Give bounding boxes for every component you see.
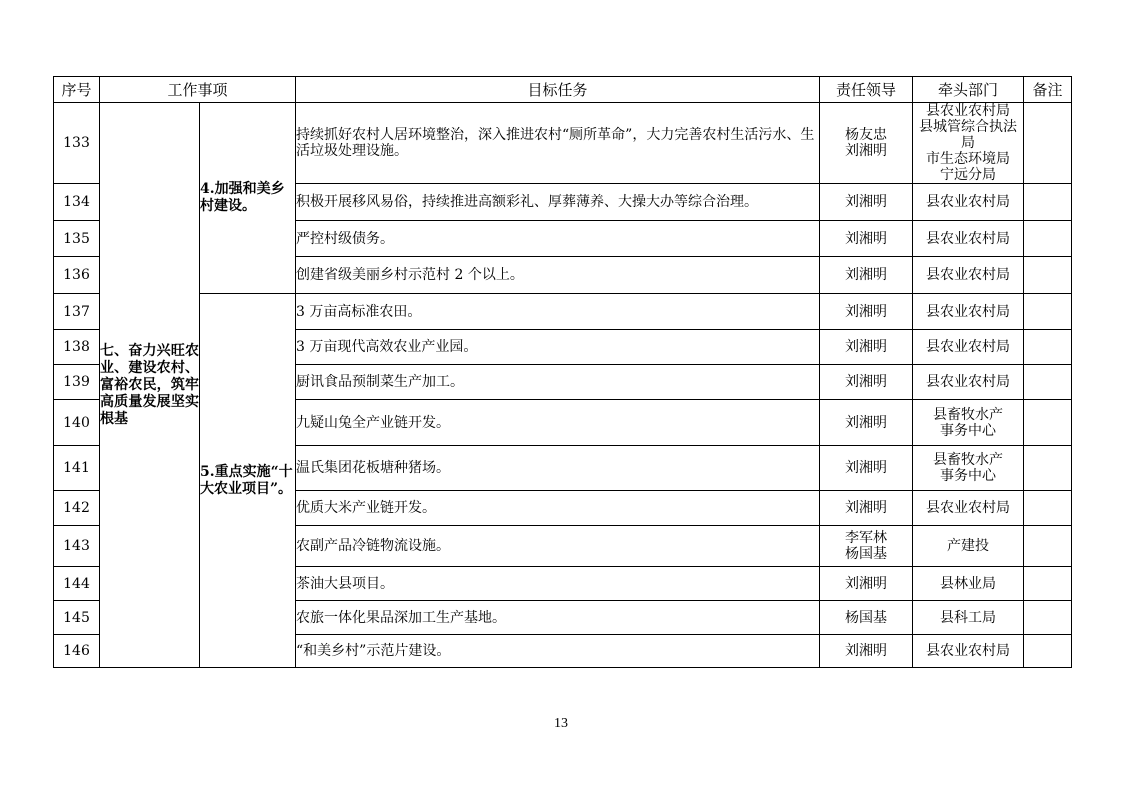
leader-cell (820, 400, 913, 446)
leader-name: 刘湘明 (845, 460, 888, 476)
dept-name: 县林业局 (940, 575, 997, 592)
leader-name: 刘湘明 (845, 414, 888, 431)
task-cell: 农副产品冷链物流设施。 (296, 526, 820, 567)
note-cell (1024, 365, 1072, 400)
dept-cell (913, 184, 1024, 221)
dept-name: 县畜牧水产 (933, 406, 1004, 423)
dept-name: 县农业农村局 (926, 643, 1011, 659)
dept-name: 县农业农村局 (926, 103, 1011, 119)
leader-name: 杨国基 (845, 546, 888, 562)
row-number: 138 (54, 330, 100, 365)
note-cell (1024, 184, 1072, 221)
dept-cell (913, 446, 1024, 491)
row-number: 142 (54, 491, 100, 526)
dept-name: 县农业农村局 (926, 267, 1011, 283)
leader-cell (820, 103, 913, 184)
table-row (54, 103, 1072, 184)
leader-cell (820, 221, 913, 257)
leader-cell (820, 294, 913, 330)
header-no: 序号 (54, 77, 100, 103)
work-items-table (53, 76, 1072, 668)
row-number: 139 (54, 365, 100, 400)
leader-name: 杨国基 (845, 609, 888, 626)
row-number: 146 (54, 635, 100, 668)
dept-name: 县农业农村局 (926, 339, 1011, 355)
dept-name: 县城管综合执法局 (919, 119, 1018, 151)
dept-name: 市生态环境局 (926, 151, 1011, 167)
dept-cell (913, 330, 1024, 365)
note-cell (1024, 221, 1072, 257)
task-cell: 创建省级美丽乡村示范村 2 个以上。 (296, 257, 820, 294)
task-cell: 茶油大县项目。 (296, 567, 820, 601)
row-number: 137 (54, 294, 100, 330)
dept-cell (913, 601, 1024, 635)
leader-cell (820, 330, 913, 365)
row-number: 140 (54, 400, 100, 446)
note-cell (1024, 491, 1072, 526)
leader-name: 杨友忠 (845, 127, 888, 143)
table-header-row (54, 77, 1072, 103)
dept-name: 县畜牧水产 (933, 452, 1004, 468)
leader-cell (820, 601, 913, 635)
dept-cell (913, 635, 1024, 668)
task-cell: 持续抓好农村人居环境整治，深入推进农村“厕所革命”，大力完善农村生活污水、生活垃圾处理设施。 (296, 103, 820, 184)
task-cell: 厨讯食品预制菜生产加工。 (296, 365, 820, 400)
leader-name: 刘湘明 (845, 303, 888, 320)
task-cell: 3 万亩现代高效农业产业园。 (296, 330, 820, 365)
dept-cell (913, 567, 1024, 601)
dept-cell (913, 294, 1024, 330)
note-cell (1024, 446, 1072, 491)
dept-name: 宁远分局 (940, 167, 997, 183)
dept-cell (913, 526, 1024, 567)
dept-name: 县科工局 (940, 609, 997, 626)
note-cell (1024, 103, 1072, 184)
dept-name: 产建投 (947, 538, 990, 554)
subcategory-cell: 4.加强和美乡村建设。 (200, 103, 296, 294)
subcategory-cell: 5.重点实施“十大农业项目”。 (200, 294, 296, 668)
dept-name: 县农业农村局 (926, 230, 1011, 247)
page-number: 13 (554, 716, 568, 731)
header-task: 目标任务 (296, 77, 820, 103)
dept-name: 县农业农村局 (926, 374, 1011, 390)
leader-name: 李军林 (845, 530, 888, 546)
task-cell: 严控村级债务。 (296, 221, 820, 257)
row-number: 141 (54, 446, 100, 491)
category-cell: 七、奋力兴旺农业、建设农村、富裕农民，筑牢高质量发展坚实根基 (100, 103, 200, 668)
leader-cell (820, 184, 913, 221)
header-note: 备注 (1024, 77, 1072, 103)
row-number: 143 (54, 526, 100, 567)
row-number: 145 (54, 601, 100, 635)
leader-name: 刘湘明 (845, 194, 888, 210)
leader-cell (820, 446, 913, 491)
dept-cell (913, 491, 1024, 526)
leader-name: 刘湘明 (845, 339, 888, 355)
note-cell (1024, 294, 1072, 330)
leader-name: 刘湘明 (845, 230, 888, 247)
task-cell: 九疑山兔全产业链开发。 (296, 400, 820, 446)
note-cell (1024, 601, 1072, 635)
header-dept: 牵头部门 (913, 77, 1024, 103)
leader-cell (820, 365, 913, 400)
dept-name: 事务中心 (940, 422, 997, 439)
leader-name: 刘湘明 (845, 267, 888, 283)
leader-cell (820, 526, 913, 567)
task-cell: 农旅一体化果品深加工生产基地。 (296, 601, 820, 635)
dept-cell (913, 103, 1024, 184)
leader-cell (820, 567, 913, 601)
row-number: 144 (54, 567, 100, 601)
leader-name: 刘湘明 (845, 575, 888, 592)
leader-name: 刘湘明 (845, 374, 888, 390)
note-cell (1024, 526, 1072, 567)
row-number: 133 (54, 103, 100, 184)
note-cell (1024, 635, 1072, 668)
note-cell (1024, 567, 1072, 601)
leader-cell (820, 257, 913, 294)
dept-cell (913, 400, 1024, 446)
dept-name: 县农业农村局 (926, 500, 1011, 516)
row-number: 135 (54, 221, 100, 257)
task-cell: 积极开展移风易俗，持续推进高额彩礼、厚葬薄养、大操大办等综合治理。 (296, 184, 820, 221)
task-cell: 优质大米产业链开发。 (296, 491, 820, 526)
table-row (54, 294, 1072, 330)
leader-name: 刘湘明 (845, 643, 888, 659)
dept-name: 县农业农村局 (926, 194, 1011, 210)
note-cell (1024, 257, 1072, 294)
leader-name: 刘湘明 (845, 500, 888, 516)
row-number: 136 (54, 257, 100, 294)
note-cell (1024, 330, 1072, 365)
task-cell: 温氏集团花板塘种猪场。 (296, 446, 820, 491)
note-cell (1024, 400, 1072, 446)
leader-cell (820, 635, 913, 668)
dept-cell (913, 365, 1024, 400)
leader-name: 刘湘明 (845, 143, 888, 159)
dept-cell (913, 257, 1024, 294)
header-item: 工作事项 (100, 77, 296, 103)
leader-cell (820, 491, 913, 526)
dept-cell (913, 221, 1024, 257)
header-leader: 责任领导 (820, 77, 913, 103)
row-number: 134 (54, 184, 100, 221)
task-cell: 3 万亩高标准农田。 (296, 294, 820, 330)
dept-name: 县农业农村局 (926, 303, 1011, 320)
dept-name: 事务中心 (940, 468, 997, 484)
task-cell: “和美乡村”示范片建设。 (296, 635, 820, 668)
